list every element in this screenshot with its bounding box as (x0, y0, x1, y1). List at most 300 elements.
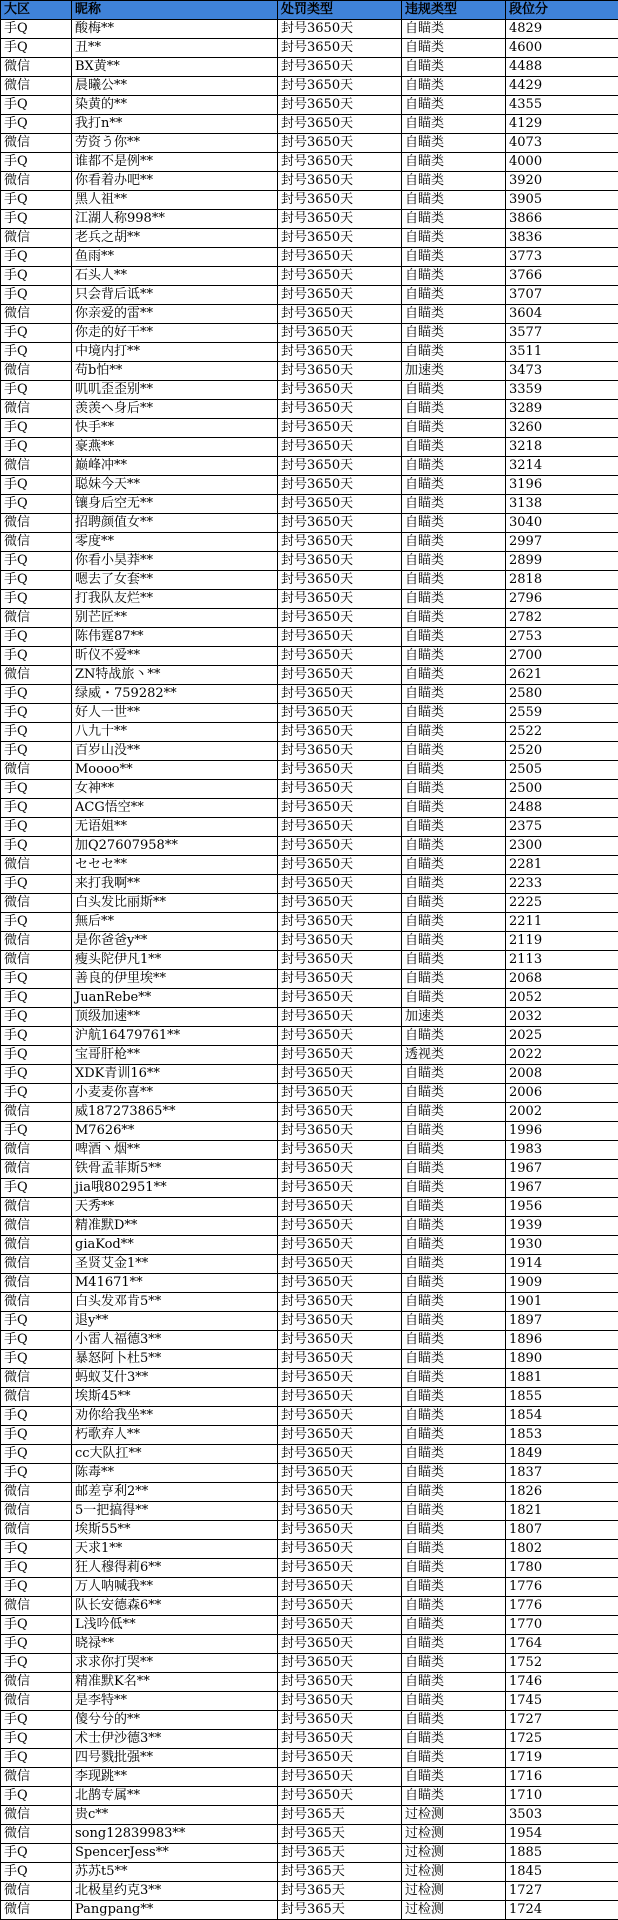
cell-rank-score: 3604 (506, 305, 618, 324)
cell-nickname: 顶级加速** (72, 1008, 278, 1027)
cell-nickname: 石头人** (72, 267, 278, 286)
cell-region: 微信 (1, 305, 72, 324)
cell-region: 手Q (1, 115, 72, 134)
cell-nickname: 小麦麦你喜** (72, 1084, 278, 1103)
cell-rank-score: 1983 (506, 1141, 618, 1160)
cell-region: 微信 (1, 894, 72, 913)
cell-penalty-type: 封号3650天 (278, 324, 402, 343)
cell-nickname: 天求1** (72, 1540, 278, 1559)
cell-region: 微信 (1, 533, 72, 552)
cell-rank-score: 2559 (506, 704, 618, 723)
cell-rank-score: 3836 (506, 229, 618, 248)
cell-penalty-type: 封号3650天 (278, 1065, 402, 1084)
cell-region: 微信 (1, 666, 72, 685)
cell-penalty-type: 封号3650天 (278, 932, 402, 951)
cell-region: 手Q (1, 704, 72, 723)
cell-penalty-type: 封号3650天 (278, 1407, 402, 1426)
cell-nickname: 术士伊沙德3** (72, 1730, 278, 1749)
cell-violation-type: 自瞄类 (402, 1388, 506, 1407)
cell-violation-type: 自瞄类 (402, 343, 506, 362)
cell-penalty-type: 封号3650天 (278, 913, 402, 932)
cell-region: 手Q (1, 875, 72, 894)
cell-violation-type: 自瞄类 (402, 153, 506, 172)
cell-region: 手Q (1, 419, 72, 438)
cell-nickname: 昕仪不爱** (72, 647, 278, 666)
cell-violation-type: 自瞄类 (402, 457, 506, 476)
cell-rank-score: 2211 (506, 913, 618, 932)
cell-rank-score: 3905 (506, 191, 618, 210)
table-row (1, 1008, 618, 1027)
cell-violation-type: 自瞄类 (402, 438, 506, 457)
cell-penalty-type: 封号3650天 (278, 875, 402, 894)
cell-penalty-type: 封号3650天 (278, 1464, 402, 1483)
cell-region: 手Q (1, 1445, 72, 1464)
cell-penalty-type: 封号3650天 (278, 590, 402, 609)
cell-nickname: 無后** (72, 913, 278, 932)
cell-nickname: 劳资う你** (72, 134, 278, 153)
cell-nickname: 四号戮批强** (72, 1749, 278, 1768)
cell-penalty-type: 封号3650天 (278, 1502, 402, 1521)
cell-rank-score: 1896 (506, 1331, 618, 1350)
cell-region: 微信 (1, 1160, 72, 1179)
cell-penalty-type: 封号3650天 (278, 514, 402, 533)
cell-penalty-type: 封号3650天 (278, 1635, 402, 1654)
cell-violation-type: 自瞄类 (402, 115, 506, 134)
cell-rank-score: 1853 (506, 1426, 618, 1445)
cell-nickname: 啤酒丶烟** (72, 1141, 278, 1160)
cell-nickname: 铁骨孟菲斯5** (72, 1160, 278, 1179)
cell-violation-type: 自瞄类 (402, 913, 506, 932)
cell-rank-score: 1954 (506, 1825, 618, 1844)
cell-rank-score: 3773 (506, 248, 618, 267)
table-row (1, 552, 618, 571)
cell-violation-type: 自瞄类 (402, 1084, 506, 1103)
cell-rank-score: 1716 (506, 1768, 618, 1787)
cell-nickname: 是李特** (72, 1692, 278, 1711)
cell-nickname: Pangpang** (72, 1901, 278, 1920)
table-row (1, 989, 618, 1008)
cell-violation-type: 自瞄类 (402, 229, 506, 248)
cell-rank-score: 3260 (506, 419, 618, 438)
cell-nickname: 只会背后诋** (72, 286, 278, 305)
cell-rank-score: 1890 (506, 1350, 618, 1369)
cell-region: 手Q (1, 438, 72, 457)
cell-penalty-type: 封号3650天 (278, 647, 402, 666)
cell-nickname: 绿威・759282** (72, 685, 278, 704)
cell-region: 手Q (1, 1426, 72, 1445)
cell-penalty-type: 封号3650天 (278, 1730, 402, 1749)
table-row (1, 1806, 618, 1825)
cell-rank-score: 1897 (506, 1312, 618, 1331)
cell-region: 手Q (1, 1540, 72, 1559)
cell-nickname: 北极星约克3** (72, 1882, 278, 1901)
cell-nickname: 傻兮兮的** (72, 1711, 278, 1730)
cell-nickname: 精准默K名** (72, 1673, 278, 1692)
cell-penalty-type: 封号3650天 (278, 1350, 402, 1369)
cell-penalty-type: 封号3650天 (278, 1293, 402, 1312)
cell-region: 手Q (1, 818, 72, 837)
cell-rank-score: 2113 (506, 951, 618, 970)
cell-region: 手Q (1, 1578, 72, 1597)
cell-nickname: 加Q27607958** (72, 837, 278, 856)
cell-rank-score: 1901 (506, 1293, 618, 1312)
cell-penalty-type: 封号3650天 (278, 1217, 402, 1236)
cell-region: 微信 (1, 1483, 72, 1502)
cell-rank-score: 1881 (506, 1369, 618, 1388)
table-row (1, 229, 618, 248)
table-row (1, 1217, 618, 1236)
table-row (1, 1407, 618, 1426)
cell-penalty-type: 封号3650天 (278, 438, 402, 457)
table-row (1, 875, 618, 894)
cell-violation-type: 自瞄类 (402, 1141, 506, 1160)
table-row (1, 590, 618, 609)
cell-violation-type: 自瞄类 (402, 780, 506, 799)
cell-region: 手Q (1, 685, 72, 704)
cell-nickname: 邮差亨利2** (72, 1483, 278, 1502)
cell-region: 手Q (1, 837, 72, 856)
cell-nickname: 我打n** (72, 115, 278, 134)
table-row (1, 305, 618, 324)
cell-penalty-type: 封号3650天 (278, 191, 402, 210)
cell-region: 手Q (1, 799, 72, 818)
table-row (1, 723, 618, 742)
table-row (1, 1103, 618, 1122)
table-row (1, 932, 618, 951)
cell-nickname: 陈伟霆87** (72, 628, 278, 647)
table-row (1, 77, 618, 96)
cell-region: 手Q (1, 1464, 72, 1483)
cell-nickname: 埃斯55** (72, 1521, 278, 1540)
table-row (1, 1578, 618, 1597)
cell-region: 微信 (1, 1768, 72, 1787)
cell-rank-score: 1930 (506, 1236, 618, 1255)
cell-violation-type: 自瞄类 (402, 1198, 506, 1217)
cell-nickname: 圣贤艾金1** (72, 1255, 278, 1274)
cell-penalty-type: 封号3650天 (278, 77, 402, 96)
cell-rank-score: 3473 (506, 362, 618, 381)
table-row (1, 400, 618, 419)
cell-violation-type: 自瞄类 (402, 1407, 506, 1426)
cell-penalty-type: 封号3650天 (278, 780, 402, 799)
cell-region: 微信 (1, 1521, 72, 1540)
cell-region: 手Q (1, 647, 72, 666)
cell-violation-type: 自瞄类 (402, 305, 506, 324)
cell-penalty-type: 封号3650天 (278, 685, 402, 704)
cell-rank-score: 3503 (506, 1806, 618, 1825)
cell-rank-score: 1746 (506, 1673, 618, 1692)
cell-violation-type: 自瞄类 (402, 1350, 506, 1369)
cell-nickname: 宝哥肝枪** (72, 1046, 278, 1065)
cell-violation-type: 自瞄类 (402, 799, 506, 818)
cell-violation-type: 自瞄类 (402, 1312, 506, 1331)
cell-region: 微信 (1, 514, 72, 533)
cell-violation-type: 自瞄类 (402, 1559, 506, 1578)
cell-penalty-type: 封号3650天 (278, 1540, 402, 1559)
cell-nickname: 朽歌弃人** (72, 1426, 278, 1445)
cell-violation-type: 自瞄类 (402, 1331, 506, 1350)
cell-rank-score: 3359 (506, 381, 618, 400)
cell-violation-type: 自瞄类 (402, 1369, 506, 1388)
table-row (1, 39, 618, 58)
cell-rank-score: 2621 (506, 666, 618, 685)
header-nickname: 昵称 (72, 1, 278, 20)
cell-penalty-type: 封号3650天 (278, 1369, 402, 1388)
cell-penalty-type: 封号3650天 (278, 305, 402, 324)
cell-nickname: cc大队扛** (72, 1445, 278, 1464)
cell-rank-score: 2899 (506, 552, 618, 571)
cell-violation-type: 自瞄类 (402, 514, 506, 533)
cell-penalty-type: 封号3650天 (278, 818, 402, 837)
cell-nickname: JuanRebe** (72, 989, 278, 1008)
cell-violation-type: 自瞄类 (402, 932, 506, 951)
cell-penalty-type: 封号3650天 (278, 666, 402, 685)
cell-violation-type: 自瞄类 (402, 1521, 506, 1540)
cell-nickname: 队长安德森6** (72, 1597, 278, 1616)
cell-rank-score: 1914 (506, 1255, 618, 1274)
cell-nickname: giaKod** (72, 1236, 278, 1255)
table-row (1, 438, 618, 457)
cell-rank-score: 1764 (506, 1635, 618, 1654)
cell-rank-score: 1776 (506, 1578, 618, 1597)
cell-nickname: 退y** (72, 1312, 278, 1331)
table-row (1, 419, 618, 438)
cell-nickname: 谁都不是例** (72, 153, 278, 172)
table-row (1, 153, 618, 172)
cell-nickname: 沪航16479761** (72, 1027, 278, 1046)
cell-nickname: 你亲爱的雷** (72, 305, 278, 324)
cell-rank-score: 1855 (506, 1388, 618, 1407)
cell-violation-type: 自瞄类 (402, 951, 506, 970)
cell-region: 微信 (1, 1141, 72, 1160)
cell-penalty-type: 封号3650天 (278, 799, 402, 818)
cell-region: 手Q (1, 96, 72, 115)
cell-rank-score: 2782 (506, 609, 618, 628)
cell-nickname: 黑人祖** (72, 191, 278, 210)
cell-nickname: 豪燕** (72, 438, 278, 457)
cell-rank-score: 1724 (506, 1901, 618, 1920)
cell-violation-type: 自瞄类 (402, 1426, 506, 1445)
cell-region: 手Q (1, 1312, 72, 1331)
cell-region: 手Q (1, 552, 72, 571)
table-row (1, 1350, 618, 1369)
cell-penalty-type: 封号3650天 (278, 115, 402, 134)
cell-region: 微信 (1, 1673, 72, 1692)
cell-rank-score: 2300 (506, 837, 618, 856)
cell-region: 手Q (1, 20, 72, 39)
cell-region: 手Q (1, 628, 72, 647)
cell-violation-type: 自瞄类 (402, 1065, 506, 1084)
table-row (1, 856, 618, 875)
cell-penalty-type: 封号3650天 (278, 989, 402, 1008)
cell-penalty-type: 封号3650天 (278, 951, 402, 970)
cell-region: 微信 (1, 1806, 72, 1825)
cell-nickname: 蚂蚁艾什3** (72, 1369, 278, 1388)
cell-nickname: 百岁山没** (72, 742, 278, 761)
header-region: 大区 (1, 1, 72, 20)
cell-penalty-type: 封号365天 (278, 1863, 402, 1882)
cell-nickname: 李现跳** (72, 1768, 278, 1787)
cell-violation-type: 自瞄类 (402, 1179, 506, 1198)
cell-region: 手Q (1, 1179, 72, 1198)
cell-rank-score: 1956 (506, 1198, 618, 1217)
cell-violation-type: 自瞄类 (402, 970, 506, 989)
cell-region: 手Q (1, 153, 72, 172)
cell-violation-type: 自瞄类 (402, 1673, 506, 1692)
cell-violation-type: 自瞄类 (402, 400, 506, 419)
table-row (1, 1369, 618, 1388)
cell-nickname: jia哦802951** (72, 1179, 278, 1198)
cell-nickname: SpencerJess** (72, 1844, 278, 1863)
cell-nickname: 劝你给我坐** (72, 1407, 278, 1426)
cell-region: 微信 (1, 400, 72, 419)
cell-region: 手Q (1, 1027, 72, 1046)
cell-violation-type: 自瞄类 (402, 476, 506, 495)
cell-violation-type: 自瞄类 (402, 590, 506, 609)
cell-rank-score: 2375 (506, 818, 618, 837)
cell-rank-score: 1710 (506, 1787, 618, 1806)
cell-region: 手Q (1, 495, 72, 514)
cell-rank-score: 1752 (506, 1654, 618, 1673)
table-row (1, 495, 618, 514)
table-row (1, 1160, 618, 1179)
cell-region: 微信 (1, 229, 72, 248)
cell-penalty-type: 封号3650天 (278, 172, 402, 191)
cell-rank-score: 3196 (506, 476, 618, 495)
cell-region: 微信 (1, 1103, 72, 1122)
cell-region: 手Q (1, 742, 72, 761)
table-body (1, 20, 618, 1920)
cell-region: 手Q (1, 1407, 72, 1426)
cell-violation-type: 自瞄类 (402, 1749, 506, 1768)
cell-penalty-type: 封号3650天 (278, 381, 402, 400)
table-row (1, 1426, 618, 1445)
table-row (1, 1084, 618, 1103)
cell-violation-type: 自瞄类 (402, 1217, 506, 1236)
cell-penalty-type: 封号3650天 (278, 1141, 402, 1160)
cell-nickname: 晨曦公** (72, 77, 278, 96)
cell-rank-score: 2505 (506, 761, 618, 780)
cell-penalty-type: 封号3650天 (278, 628, 402, 647)
cell-nickname: 万人呐喊我** (72, 1578, 278, 1597)
cell-nickname: 暴怒阿卜杜5** (72, 1350, 278, 1369)
cell-penalty-type: 封号3650天 (278, 571, 402, 590)
table-row (1, 1597, 618, 1616)
cell-penalty-type: 封号3650天 (278, 39, 402, 58)
cell-region: 手Q (1, 1350, 72, 1369)
cell-nickname: 好人一世** (72, 704, 278, 723)
cell-penalty-type: 封号3650天 (278, 1179, 402, 1198)
cell-penalty-type: 封号3650天 (278, 609, 402, 628)
cell-region: 微信 (1, 77, 72, 96)
table-row (1, 514, 618, 533)
cell-nickname: 北鹊专属** (72, 1787, 278, 1806)
cell-nickname: 小雷人福德3** (72, 1331, 278, 1350)
cell-region: 微信 (1, 1502, 72, 1521)
cell-rank-score: 2233 (506, 875, 618, 894)
cell-region: 微信 (1, 134, 72, 153)
table-row (1, 1483, 618, 1502)
cell-rank-score: 4073 (506, 134, 618, 153)
cell-region: 微信 (1, 457, 72, 476)
cell-violation-type: 自瞄类 (402, 1616, 506, 1635)
cell-violation-type: 自瞄类 (402, 1236, 506, 1255)
table-row (1, 134, 618, 153)
cell-penalty-type: 封号3650天 (278, 1711, 402, 1730)
table-row (1, 248, 618, 267)
table-row (1, 742, 618, 761)
table-row (1, 799, 618, 818)
cell-penalty-type: 封号3650天 (278, 1749, 402, 1768)
cell-violation-type: 自瞄类 (402, 1711, 506, 1730)
cell-penalty-type: 封号3650天 (278, 457, 402, 476)
table-row (1, 1768, 618, 1787)
cell-violation-type: 自瞄类 (402, 419, 506, 438)
cell-nickname: 鱼雨** (72, 248, 278, 267)
cell-violation-type: 自瞄类 (402, 856, 506, 875)
cell-penalty-type: 封号3650天 (278, 58, 402, 77)
cell-region: 手Q (1, 1559, 72, 1578)
table-row (1, 1882, 618, 1901)
cell-rank-score: 1967 (506, 1160, 618, 1179)
cell-nickname: 嗯去了女套** (72, 571, 278, 590)
table-row (1, 286, 618, 305)
cell-penalty-type: 封号3650天 (278, 1692, 402, 1711)
cell-rank-score: 1745 (506, 1692, 618, 1711)
cell-region: 手Q (1, 39, 72, 58)
cell-violation-type: 自瞄类 (402, 1730, 506, 1749)
table-row (1, 324, 618, 343)
cell-penalty-type: 封号3650天 (278, 286, 402, 305)
cell-penalty-type: 封号3650天 (278, 856, 402, 875)
table-row (1, 951, 618, 970)
cell-penalty-type: 封号3650天 (278, 210, 402, 229)
cell-region: 手Q (1, 780, 72, 799)
cell-nickname: 染黄的** (72, 96, 278, 115)
table-row (1, 1844, 618, 1863)
cell-violation-type: 自瞄类 (402, 666, 506, 685)
cell-region: 手Q (1, 1084, 72, 1103)
cell-penalty-type: 封号3650天 (278, 1559, 402, 1578)
cell-violation-type: 过检测 (402, 1882, 506, 1901)
cell-penalty-type: 封号3650天 (278, 1160, 402, 1179)
table-row (1, 533, 618, 552)
table-row (1, 1388, 618, 1407)
cell-penalty-type: 封号3650天 (278, 96, 402, 115)
cell-violation-type: 自瞄类 (402, 324, 506, 343)
table-row (1, 457, 618, 476)
header-violation-type: 违规类型 (402, 1, 506, 20)
table-row (1, 1654, 618, 1673)
cell-penalty-type: 封号3650天 (278, 970, 402, 989)
cell-penalty-type: 封号3650天 (278, 723, 402, 742)
cell-rank-score: 2700 (506, 647, 618, 666)
table-row (1, 58, 618, 77)
cell-nickname: 苏苏t5** (72, 1863, 278, 1882)
table-row (1, 913, 618, 932)
cell-violation-type: 自瞄类 (402, 609, 506, 628)
cell-nickname: 中境内打** (72, 343, 278, 362)
cell-nickname: M41671** (72, 1274, 278, 1293)
cell-penalty-type: 封号3650天 (278, 533, 402, 552)
cell-rank-score: 1967 (506, 1179, 618, 1198)
cell-rank-score: 2997 (506, 533, 618, 552)
cell-penalty-type: 封号3650天 (278, 1027, 402, 1046)
cell-nickname: 丑** (72, 39, 278, 58)
cell-rank-score: 1727 (506, 1882, 618, 1901)
cell-nickname: 是你爸爸y** (72, 932, 278, 951)
cell-nickname: 贵c** (72, 1806, 278, 1825)
